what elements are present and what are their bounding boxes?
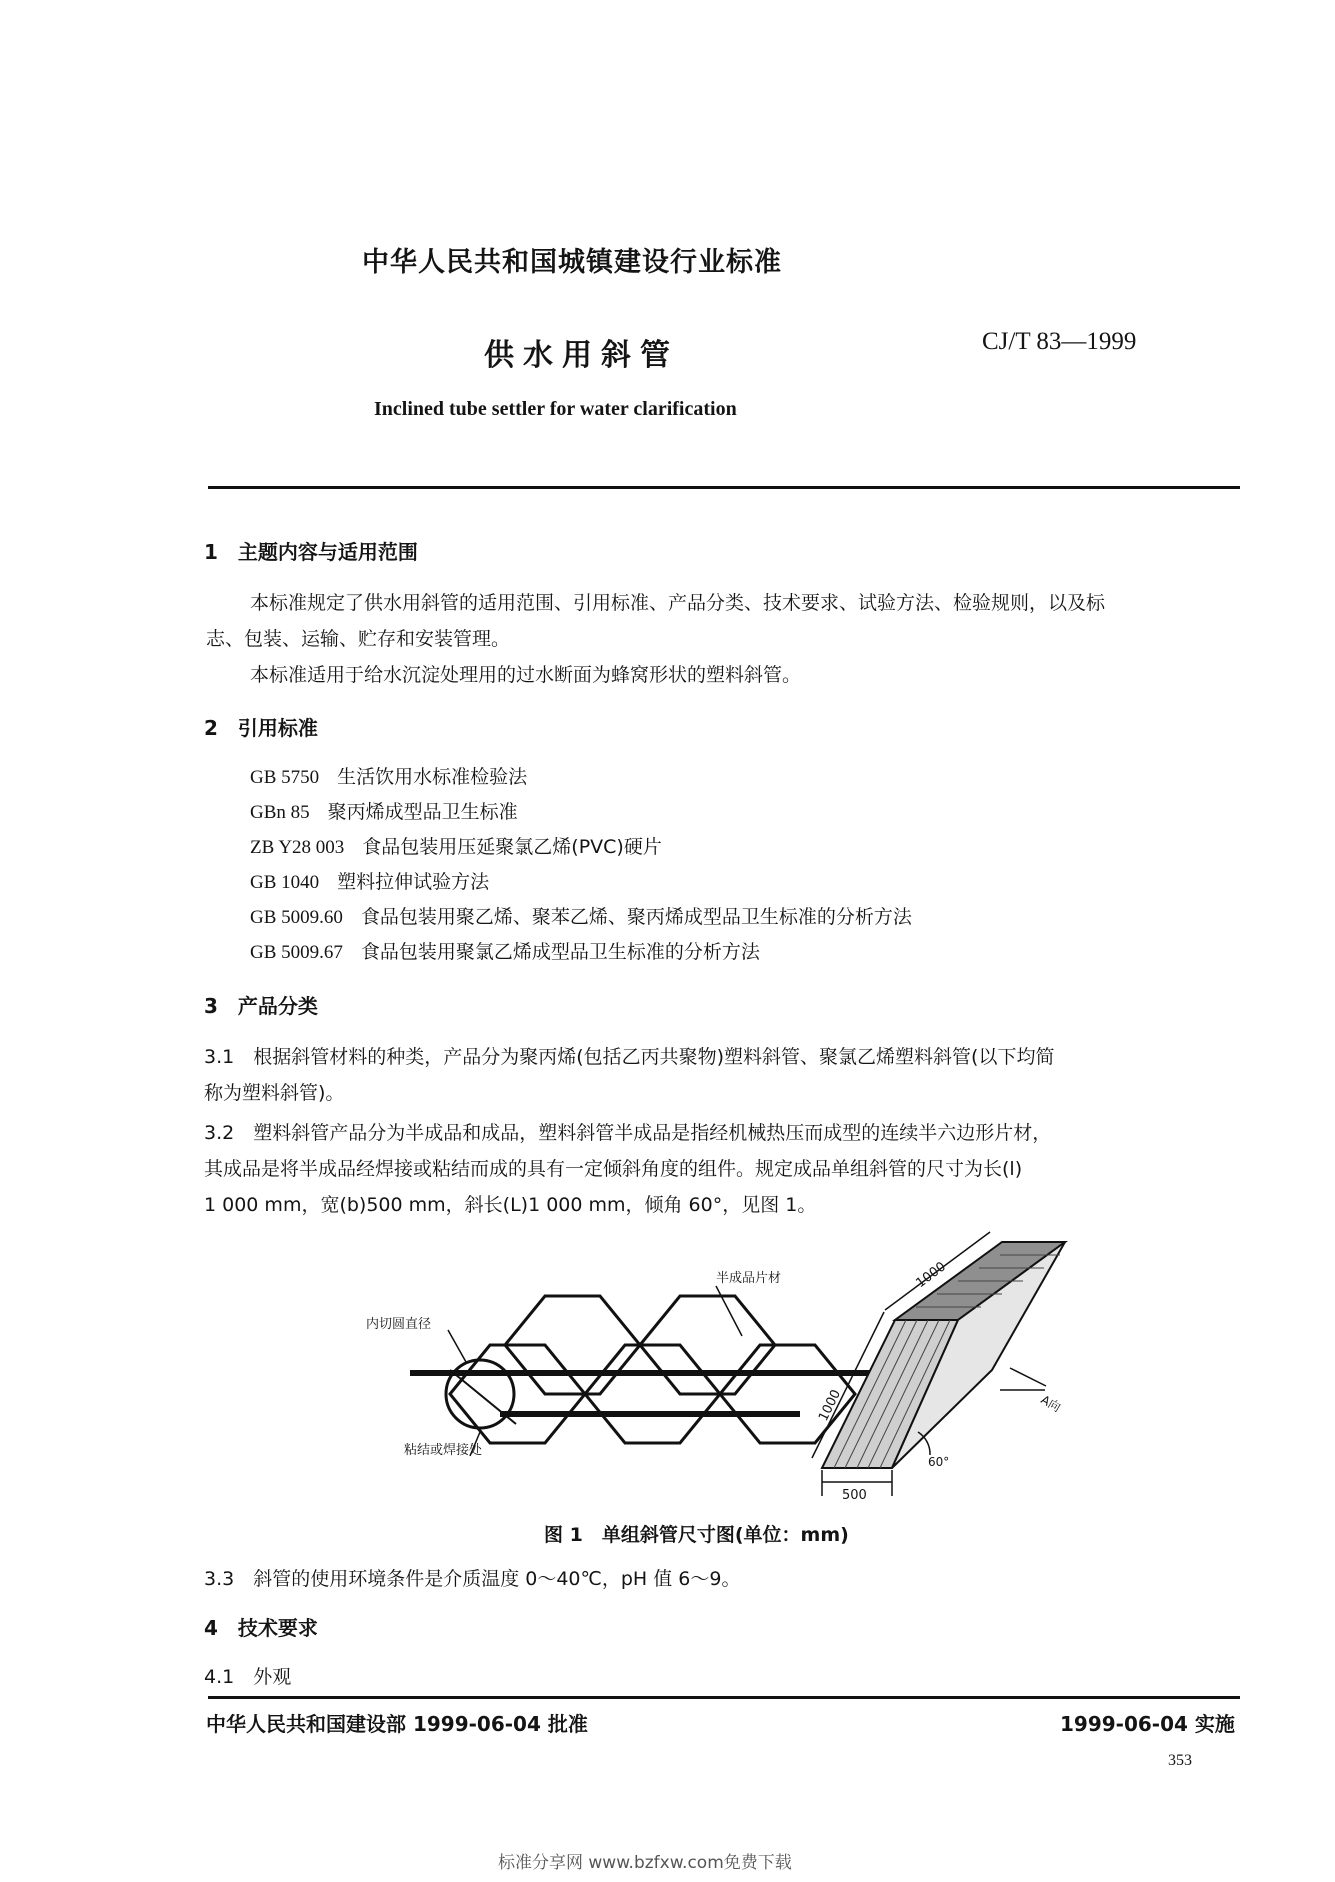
footer-divider — [208, 1696, 1240, 1699]
reference-code: ZB Y28 003 — [250, 837, 345, 858]
english-title: Inclined tube settler for water clarification — [374, 398, 737, 420]
clause-3-2-line: 1 000 mm，宽(b)500 mm，斜长(L)1 000 mm，倾角 60°，见图 1。 — [204, 1194, 817, 1216]
page-number: 353 — [1168, 1752, 1192, 1769]
approval-note: 中华人民共和国建设部 1999-06-04 批准 — [206, 1712, 588, 1736]
section-1-paragraph-line: 志、包装、运输、贮存和安装管理。 — [206, 628, 511, 650]
section-2-heading: 2 引用标准 — [204, 716, 318, 740]
clause-4-1: 4.1 外观 — [204, 1666, 292, 1688]
section-1-paragraph-2: 本标准适用于给水沉淀处理用的过水断面为蜂窝形状的塑料斜管。 — [250, 664, 802, 686]
section-1-paragraph-line: 本标准规定了供水用斜管的适用范围、引用标准、产品分类、技术要求、试验方法、检验规则，以及标 — [250, 592, 1106, 614]
reference-code: GB 5009.67 — [250, 942, 343, 963]
reference-title: 聚丙烯成型品卫生标准 — [327, 801, 518, 823]
clause-3-2-line: 3.2 塑料斜管产品分为半成品和成品，塑料斜管半成品是指经机械热压而成型的连续半六边形片材， — [204, 1122, 1052, 1144]
dimension-slant-length: 1000 — [816, 1387, 845, 1424]
angle-label: 60° — [928, 1455, 950, 1469]
reference-code: GB 5009.60 — [250, 907, 343, 928]
reference-code: GBn 85 — [250, 802, 310, 823]
label-semi-finished-sheet: 半成品片材 — [716, 1271, 782, 1286]
dimension-top-length: 1000 — [913, 1259, 949, 1292]
watermark: 标准分享网 www.bzfxw.com免费下载 — [498, 1853, 792, 1873]
standard-category: 中华人民共和国城镇建设行业标准 — [362, 247, 782, 278]
clause-3-2-line: 其成品是将半成品经焊接或粘结而成的具有一定倾斜角度的组件。规定成品单组斜管的尺寸为长(l) — [204, 1158, 1023, 1180]
section-1-heading: 1 主题内容与适用范围 — [204, 540, 418, 564]
reference-code: GB 5750 — [250, 767, 320, 788]
label-inscribed-diameter: 内切圆直径 — [366, 1317, 432, 1332]
direction-label: A向 — [1038, 1392, 1064, 1415]
section-4-heading: 4 技术要求 — [204, 1616, 318, 1640]
reference-title: 生活饮用水标准检验法 — [337, 766, 528, 788]
reference-title: 食品包装用压延聚氯乙烯(PVC)硬片 — [362, 836, 662, 858]
label-weld-joint: 粘结或焊接处 — [404, 1443, 483, 1458]
reference-code: GB 1040 — [250, 872, 320, 893]
document-title: 供水用斜管 — [484, 338, 679, 373]
reference-title: 食品包装用聚氯乙烯成型品卫生标准的分析方法 — [360, 941, 760, 963]
effective-date: 1999-06-04 实施 — [1060, 1712, 1235, 1736]
section-3-heading: 3 产品分类 — [204, 994, 318, 1018]
clause-3-1-line: 3.1 根据斜管材料的种类，产品分为聚丙烯(包括乙丙共聚物)塑料斜管、聚氯乙烯塑料斜管(以下均简 — [204, 1046, 1055, 1068]
dimension-width: 500 — [842, 1488, 867, 1503]
clause-3-1-line: 称为塑料斜管)。 — [204, 1082, 345, 1104]
figure-caption: 图 1 单组斜管尺寸图(单位：mm) — [544, 1524, 849, 1546]
reference-title: 食品包装用聚乙烯、聚苯乙烯、聚丙烯成型品卫生标准的分析方法 — [360, 906, 912, 928]
standard-code: CJ/T 83—1999 — [982, 328, 1137, 355]
reference-title: 塑料拉伸试验方法 — [337, 871, 490, 893]
clause-3-3: 3.3 斜管的使用环境条件是介质温度 0～40℃，pH 值 6～9。 — [204, 1568, 741, 1590]
